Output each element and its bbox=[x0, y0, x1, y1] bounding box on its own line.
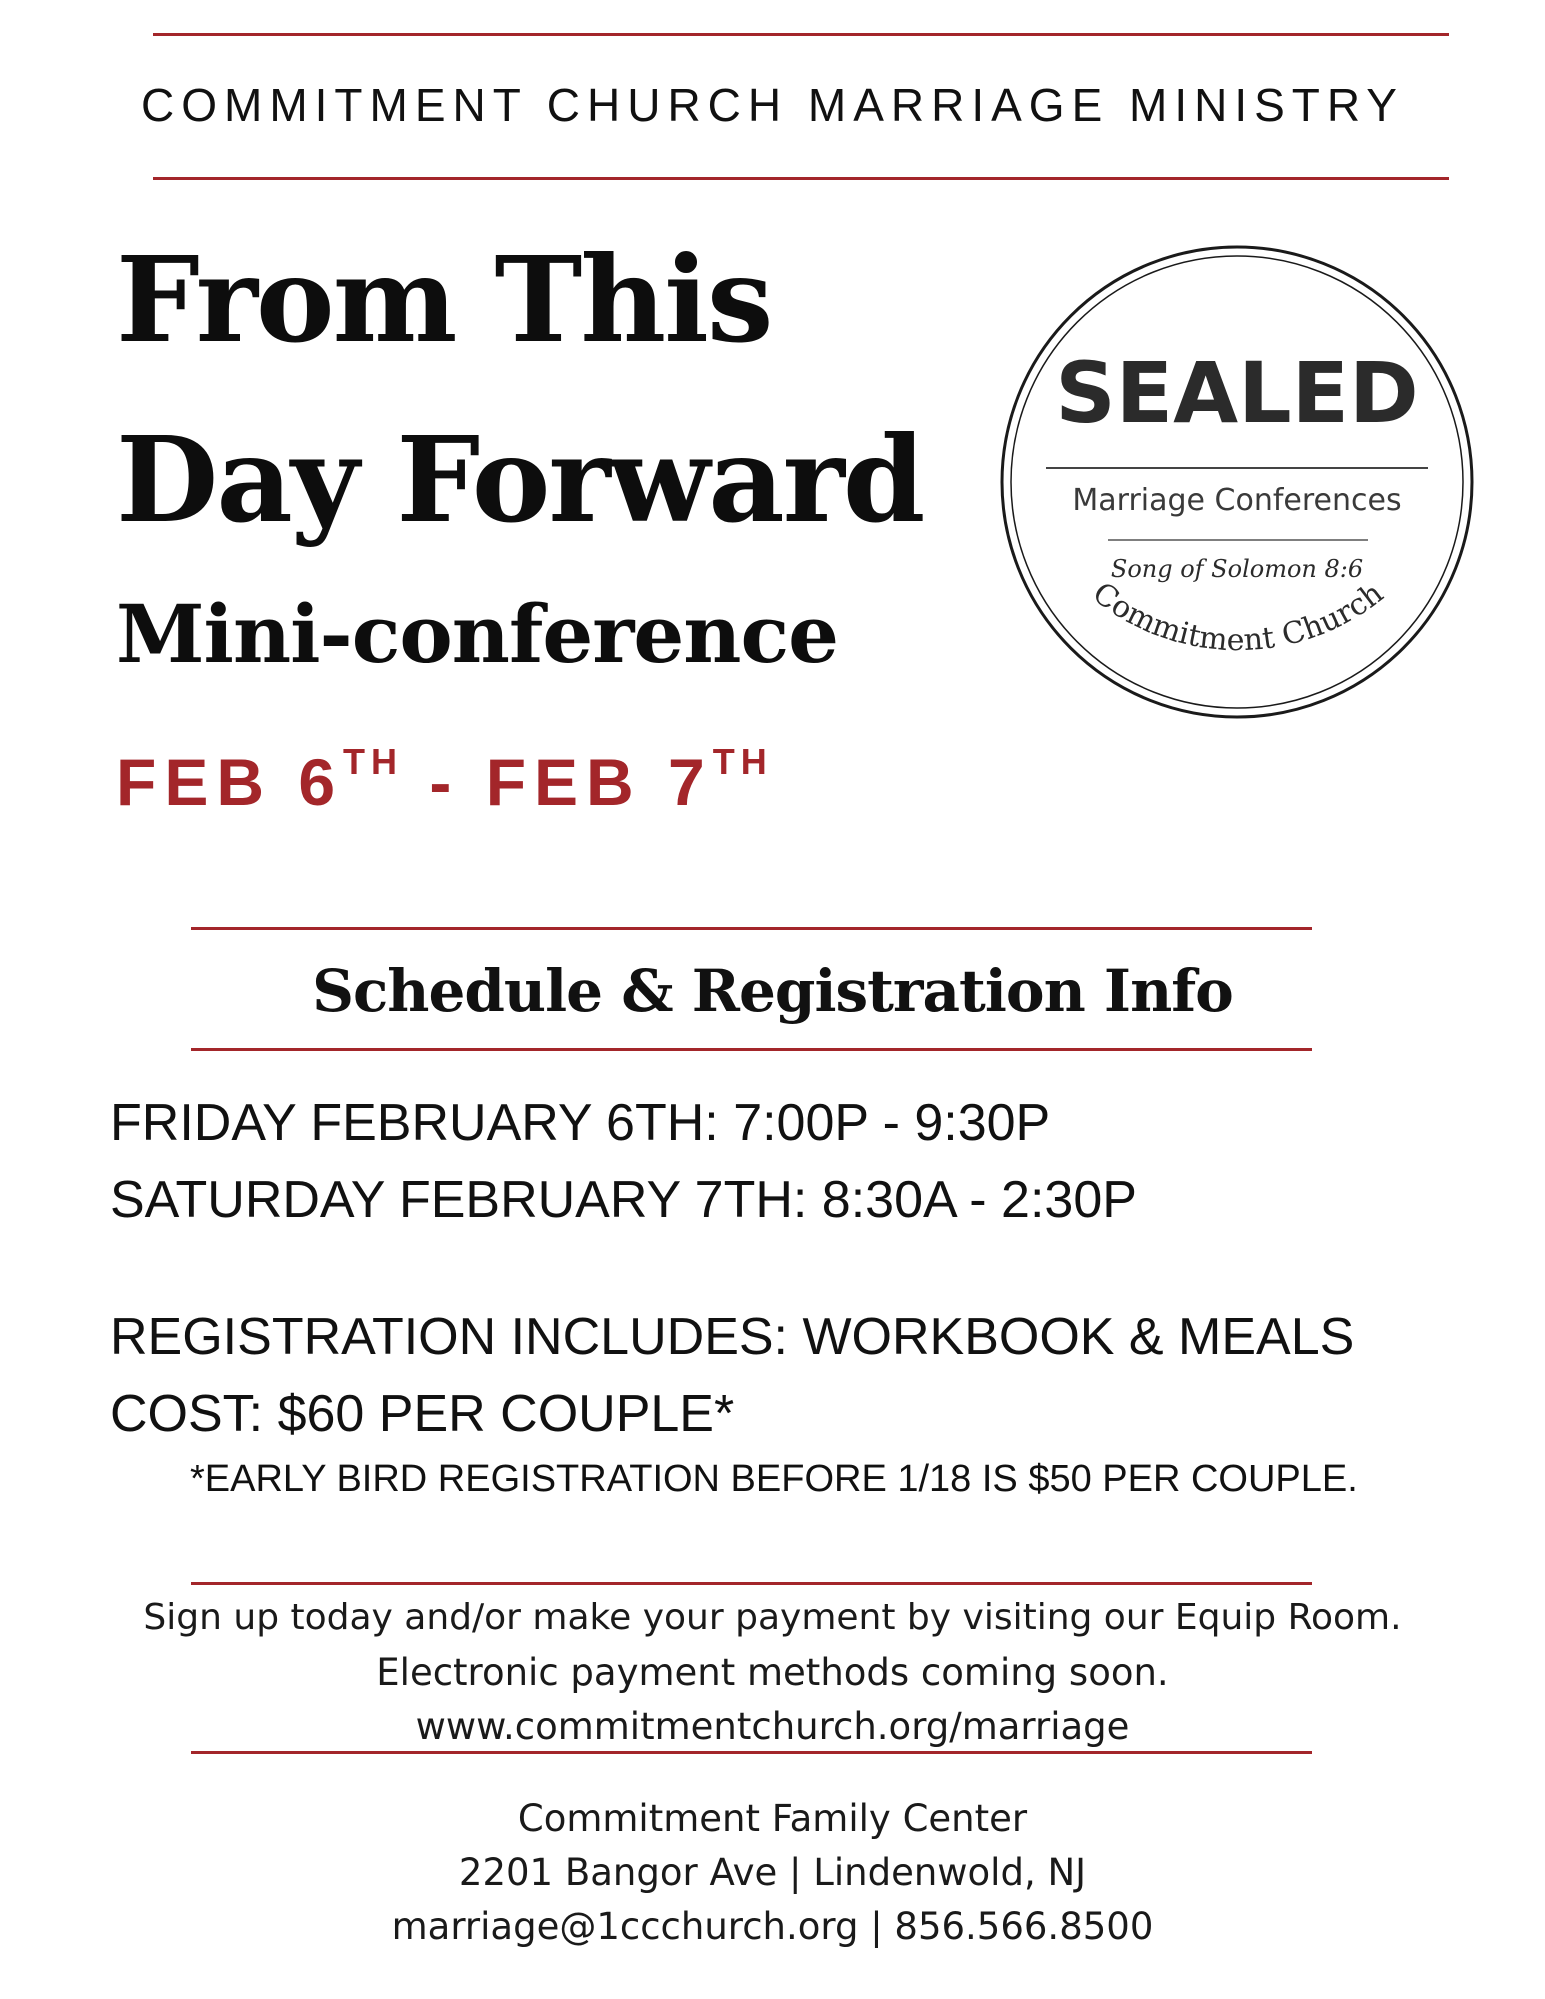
event-subtitle: Mini-conference bbox=[116, 587, 839, 681]
ministry-name: COMMITMENT CHURCH MARRIAGE MINISTRY bbox=[141, 79, 1404, 131]
registration-includes: REGISTRATION INCLUDES: WORKBOOK & MEALS bbox=[110, 1308, 1355, 1366]
seal-verse: Song of Solomon 8:6 bbox=[1110, 555, 1364, 583]
event-title-line-1: From This bbox=[116, 230, 772, 369]
schedule-section-title: Schedule & Registration Info bbox=[312, 957, 1233, 1025]
start-date: FEB 6 bbox=[116, 745, 344, 819]
seal-word: SEALED bbox=[1055, 344, 1419, 442]
schedule-friday: FRIDAY FEBRUARY 6TH: 7:00P - 9:30P bbox=[110, 1094, 1051, 1152]
registration-cost: COST: $60 PER COUPLE* bbox=[110, 1385, 735, 1443]
website-link[interactable]: www.commitmentchurch.org/marriage bbox=[415, 1705, 1130, 1748]
schedule-top-rule bbox=[191, 927, 1312, 930]
end-date: FEB 7 bbox=[485, 745, 713, 819]
schedule-saturday: SATURDAY FEBRUARY 7TH: 8:30A - 2:30P bbox=[110, 1171, 1137, 1229]
venue-name: Commitment Family Center bbox=[517, 1797, 1028, 1840]
start-date-suffix: TH bbox=[343, 741, 404, 782]
schedule-bottom-rule bbox=[191, 1048, 1312, 1051]
date-separator: - bbox=[403, 745, 486, 819]
event-title-line-2: Day Forward bbox=[116, 410, 924, 549]
signup-bottom-rule bbox=[191, 1751, 1312, 1754]
signup-text: Sign up today and/or make your payment by visiting our Equip Room. bbox=[143, 1597, 1402, 1638]
seal-subtitle: Marriage Conferences bbox=[1072, 483, 1402, 518]
header-top-rule bbox=[153, 33, 1449, 36]
header-bottom-rule bbox=[153, 177, 1449, 180]
contact-email-phone[interactable]: marriage@1ccchurch.org | 856.566.8500 bbox=[391, 1905, 1154, 1948]
sealed-seal-logo bbox=[988, 240, 1486, 725]
signup-top-rule bbox=[191, 1582, 1312, 1585]
end-date-suffix: TH bbox=[712, 741, 773, 782]
payment-note: Electronic payment methods coming soon. bbox=[376, 1651, 1169, 1694]
seal-church-arc: Commitment Church bbox=[1085, 575, 1390, 659]
early-bird-note: *EARLY BIRD REGISTRATION BEFORE 1/18 IS $50 PER COUPLE. bbox=[190, 1458, 1358, 1500]
event-dates bbox=[116, 741, 773, 820]
venue-address: 2201 Bangor Ave | Lindenwold, NJ bbox=[458, 1851, 1087, 1894]
